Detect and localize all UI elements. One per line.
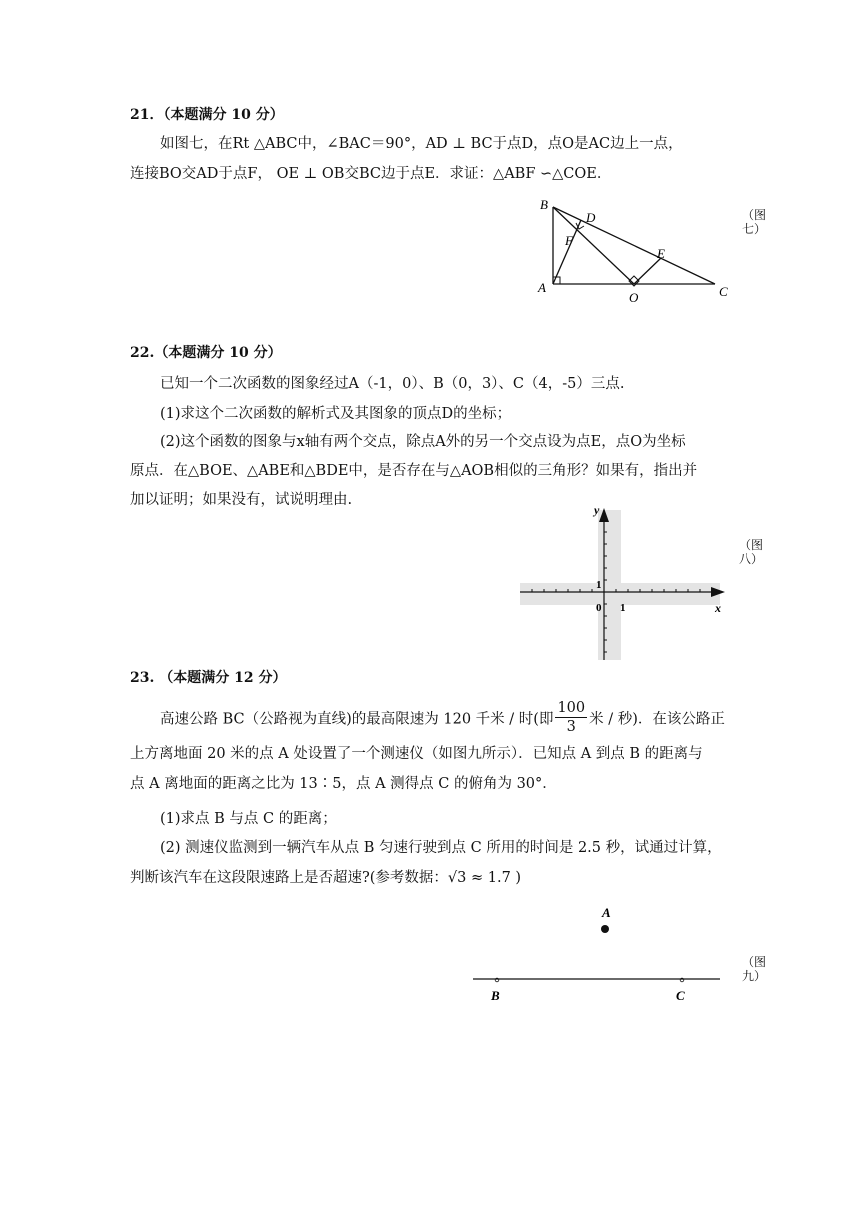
y-axis-label: y [594,503,600,517]
figure-9 [465,900,735,1010]
label-C-fig9: C [676,988,685,1003]
q22-line-4: 原点．在△BOE、△ABE和△BDE中，是否存在与△AOB相似的三角形？如果有，指出并 [130,463,698,479]
q23-line-5: (2) 测速仪监测到一辆汽车从点 B 匀速行驶到点 C 所用的时间是 2.5 秒，试通过计算， [160,840,722,856]
x-unit-label: 1 [620,602,626,614]
q23-line-4: (1)求点 B 与点 C 的距离； [160,811,337,827]
q23-fraction-numerator: 100 [557,700,586,716]
label-A: A [538,280,546,295]
point-A [601,925,609,933]
origin-label: 0 [596,602,602,614]
q21-line-2: 连接BO交AD于点F， OE ⊥ OB交BC边于点E．求证：△ABF ∽△COE． [130,166,612,182]
q23-line-1-start: 高速公路 BC（公路视为直线)的最高限速为 120 千米 / 时(即 [160,711,554,728]
label-C: C [719,284,728,299]
label-D: D [586,210,596,225]
q21-line-1: 如图七，在Rt △ABC中，∠BAC＝90°，AD ⊥ BC于点D，点O是AC边上一点， [160,136,683,152]
label-B-fig9: B [491,988,500,1003]
label-O: O [629,290,639,305]
q23-line-1 [160,701,725,738]
q22-line-3: (2)这个函数的图象与x轴有两个交点，除点A外的另一个交点设为点E，点O为坐标 [160,434,686,450]
q22-line-5: 加以证明；如果没有，试说明理由. [130,492,353,508]
q22-line-2: (1)求这个二次函数的解析式及其图象的顶点D的坐标； [160,406,512,422]
q22-heading: 22.（本题满分 10 分） [130,345,282,361]
figure-7 [520,195,767,310]
figure-7-caption: （图七） [742,208,767,236]
figure-8 [515,500,730,665]
q23-line-3: 点 A 离地面的距离之比为 13∶5，点 A 测得点 C 的俯角为 30°． [130,776,557,792]
q23-fraction [555,699,587,736]
x-axis-label: x [715,601,721,615]
y-unit-label: 1 [596,579,602,591]
q23-heading: 23. （本题满分 12 分） [130,670,287,686]
q23-line-2: 上方离地面 20 米的点 A 处设置了一个测速仪（如图九所示）．已知点 A 到点 B 的距离与 [130,746,703,762]
figure-8-caption: （图八） [739,538,764,566]
label-F: F [565,233,573,248]
q21-heading: 21．（本题满分 10 分） [130,107,284,123]
label-A-fig9: A [602,905,611,920]
label-B: B [540,197,548,212]
q23-line-6: 判断该汽车在这段限速路上是否超速?(参考数据：√3 ≈ 1.7 ) [130,870,522,886]
q22-line-1: 已知一个二次函数的图象经过A（-1，0）、B（0，3）、C（4，-5）三点. [160,376,625,392]
q23-line-1-end: 米 / 秒)．在该公路正 [589,711,725,728]
label-E: E [657,246,665,261]
q23-fraction-denominator: 3 [566,719,576,735]
figure-9-caption: （图九） [742,955,767,983]
